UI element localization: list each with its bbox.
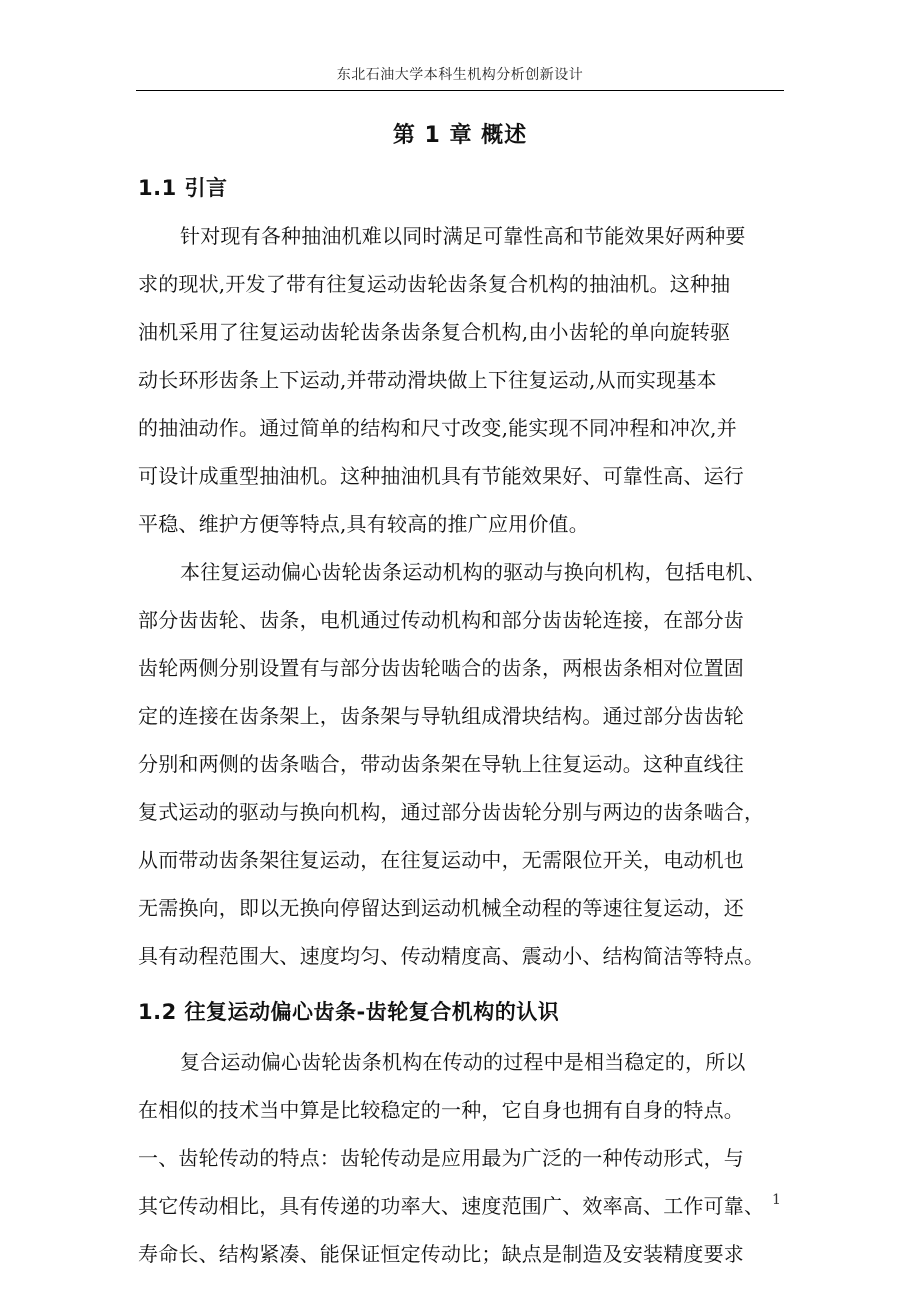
paragraph-line: 寿命长、结构紧凑、能保证恒定传动比；缺点是制造及安装精度要求 bbox=[138, 1242, 744, 1266]
paragraph-line: 油机采用了往复运动齿轮齿条齿条复合机构,由小齿轮的单向旋转驱 bbox=[138, 320, 731, 344]
section-heading-intro: 1.1 引言 bbox=[138, 176, 228, 200]
paragraph-line: 具有动程范围大、速度均匀、传动精度高、震动小、结构简洁等特点。 bbox=[138, 944, 765, 968]
paragraph-line: 定的连接在齿条架上，齿条架与导轨组成滑块结构。通过部分齿齿轮 bbox=[138, 704, 744, 728]
paragraph-line: 从而带动齿条架往复运动，在往复运动中，无需限位开关，电动机也 bbox=[138, 848, 744, 872]
paragraph-line: 复式运动的驱动与换向机构，通过部分齿齿轮分别与两边的齿条啮合， bbox=[138, 800, 765, 824]
paragraph-line: 分别和两侧的齿条啮合，带动齿条架在导轨上往复运动。这种直线往 bbox=[138, 752, 744, 776]
paragraph-line: 针对现有各种抽油机难以同时满足可靠性高和节能效果好两种要 bbox=[180, 224, 746, 248]
header-rule bbox=[136, 90, 784, 91]
paragraph-line: 在相似的技术当中算是比较稳定的一种，它自身也拥有自身的特点。 bbox=[138, 1098, 744, 1122]
paragraph-line: 无需换向，即以无换向停留达到运动机械全动程的等速往复运动，还 bbox=[138, 896, 744, 920]
section-heading-mechanism: 1.2 往复运动偏心齿条-齿轮复合机构的认识 bbox=[138, 1000, 560, 1024]
paragraph-line: 部分齿齿轮、齿条，电机通过传动机构和部分齿齿轮连接，在部分齿 bbox=[138, 608, 744, 632]
paragraph-line: 一、齿轮传动的特点：齿轮传动是应用最为广泛的一种传动形式，与 bbox=[138, 1146, 744, 1170]
page-header: 东北石油大学本科生机构分析创新设计 bbox=[336, 67, 584, 83]
paragraph-line: 齿轮两侧分别设置有与部分齿齿轮啮合的齿条，两根齿条相对位置固 bbox=[138, 656, 744, 680]
paragraph-line: 的抽油动作。通过简单的结构和尺寸改变,能实现不同冲程和冲次,并 bbox=[138, 416, 737, 440]
paragraph-line: 本往复运动偏心齿轮齿条运动机构的驱动与换向机构，包括电机、 bbox=[180, 560, 766, 584]
paragraph-line: 动长环形齿条上下运动,并带动滑块做上下往复运动,从而实现基本 bbox=[138, 368, 717, 392]
page-number: 1 bbox=[772, 1192, 781, 1208]
paragraph-line: 求的现状,开发了带有往复运动齿轮齿条复合机构的抽油机。这种抽 bbox=[138, 272, 731, 296]
paragraph-line: 平稳、维护方便等特点,具有较高的推广应用价值。 bbox=[138, 512, 589, 536]
chapter-title: 第 1 章 概述 bbox=[392, 123, 528, 148]
paragraph-line: 可设计成重型抽油机。这种抽油机具有节能效果好、可靠性高、运行 bbox=[138, 464, 744, 488]
paragraph-line: 复合运动偏心齿轮齿条机构在传动的过程中是相当稳定的，所以 bbox=[180, 1050, 746, 1074]
paragraph-line: 其它传动相比，具有传递的功率大、速度范围广、效率高、工作可靠、 bbox=[138, 1194, 765, 1218]
